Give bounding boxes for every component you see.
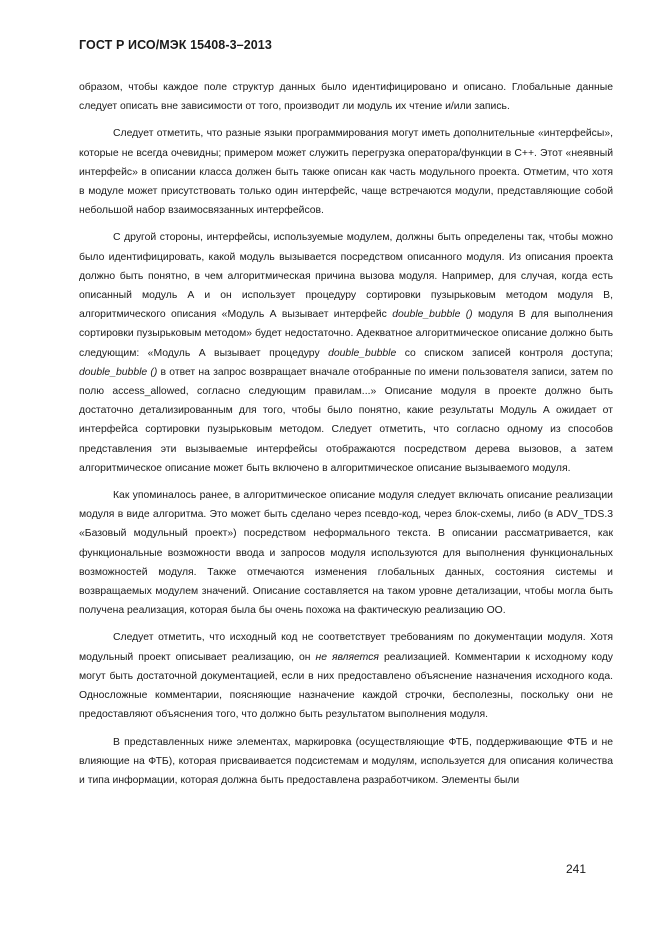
paragraph-called-modules <box>79 228 613 478</box>
paragraph-text-segment: со списком записей контроля доступа; <box>396 347 613 359</box>
page-header-title: ГОСТ Р ИСО/МЭК 15408-3–2013 <box>79 38 272 52</box>
paragraph-interfaces: Следует отметить, что разные языки программирования могут иметь дополнительные «интерфейсы», которые не всегда очевидны; примером может служить перегрузка оператора/функции в С++. Этот «неявный интерфейс» в описании класса должен быть также описан как часть модульного проекта. Отметим, что хотя в модуле может присутствовать только один интерфейс, чаще встречаются модули, представляющие собой небольшой набор взаимосвязанных интерфейсов. <box>79 128 613 217</box>
emphasis-text: не является <box>315 651 379 663</box>
paragraph-text-segment: С другой стороны, интерфейсы, используемые модулем, должны быть определены так, чтобы можно было идентифицировать, какой модуль вызывается посредством описанного модуля. Из описания проекта должно быть понятно, в чем алгоритмическая причина вызова модуля. Например, для случая, когда есть описанный модуль А и он использует процедуру сортировки пузырьковым методом модуля В, алгоритмического описания «Модуль А вызывает интерфейс <box>79 232 613 321</box>
paragraph-text-segment: реализацией. Комментарии к исходному коду могут быть достаточной документацией, если в них предоставлено объяснение назначения исходного кода. Односложные комментарии, поясняющие назначение каждой строчки, бесполезны, поскольку они не предоставляют объяснения того, что должно быть результатом выполнения модуля. <box>79 651 614 721</box>
paragraph-text-segment: Следует отметить, что исходный код не соответствует требованиям по документации модуля. Хотя модульный проект описывает реализацию, он <box>79 632 613 663</box>
paragraph-continuation: образом, чтобы каждое поле структур данных было идентифицировано и описано. Глобальные данные следует описать вне зависимости от того, производит ли модуль их чтение и/или запись. <box>79 82 613 113</box>
page-body <box>79 78 613 790</box>
paragraph-text-segment: модуля В для выполнения сортировки пузырьковым методом» будет недостаточно. Адекватное алгоритмическое описание должно быть следующим: «Модуль А вызывает процедуру <box>79 309 613 359</box>
paragraph-text-segment: в ответ на запрос возвращает вначале отобранные по имени пользователя записи, затем по полю access_allowed, согласно следующим правилам...» Описание модуля в проекте должно быть достаточно детализированным для того, чтобы было понятно, какие результаты Модуль А ожидает от интерфейса сортировки пузырьковым методом. Следует отметить, что согласно одному из способов представления эти вызываемые интерфейсы отображаются посредством дерева вызовов, а затем алгоритмическое описание может быть включено в алгоритмическое описание вызываемого модуля. <box>79 366 614 474</box>
paragraph-algorithmic-description: Как упоминалось ранее, в алгоритмическое описание модуля следует включать описание реализации модуля в виде алгоритма. Это может быть сделано через псевдо-код, через блок-схемы, либо (в ADV_TDS.3 «Базовый модульный проект») посредством неформального текста. В описании рассматривается, как функциональные возможности ввода и запросов модуля используются для выполнения функциональных возможностей модуля. Также отмечаются изменения глобальных данных, состояния системы и возвращаемых модулем значений. Описание составляется на таком уровне детализации, чтобы могла быть получена реализация, которая была бы очень похожа на фактическую реализацию ОО. <box>79 490 613 617</box>
paragraph-source-code <box>79 628 613 724</box>
code-identifier: double_bubble () <box>79 366 158 378</box>
page-number: 241 <box>566 862 587 876</box>
code-identifier: double_bubble () <box>392 309 473 321</box>
code-identifier: double_bubble <box>328 347 397 359</box>
paragraph-marking: В представленных ниже элементах, маркировка (осуществляющие ФТБ, поддерживающие ФТБ и не влияющие на ФТБ), которая присваивается подсистемам и модулям, используется для описания количества и типа информации, которая должна быть предоставлена разработчиком. Элементы были <box>79 736 613 786</box>
